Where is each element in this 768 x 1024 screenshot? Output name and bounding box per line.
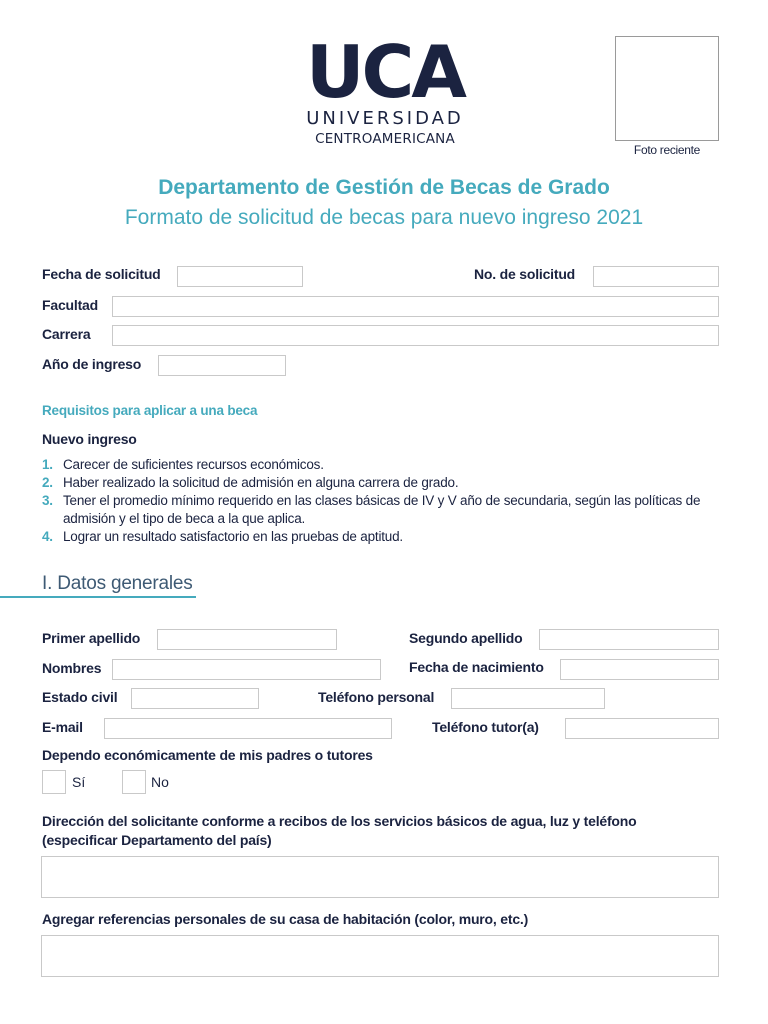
direccion-field[interactable] — [41, 856, 719, 898]
segundo-apellido-field[interactable] — [539, 629, 719, 650]
facultad-field[interactable] — [112, 296, 719, 317]
fecha-nacimiento-field[interactable] — [560, 659, 719, 680]
referencias-field[interactable] — [41, 935, 719, 977]
fecha-solicitud-label: Fecha de solicitud — [42, 266, 161, 282]
direccion-note: (especificar Departamento del país) — [42, 832, 272, 848]
nombres-label: Nombres — [42, 660, 102, 676]
logo-universidad: UNIVERSIDAD — [306, 108, 464, 129]
list-text: Haber realizado la solicitud de admisión en alguna carrera de grado. — [63, 475, 459, 490]
no-checkbox[interactable] — [122, 770, 146, 794]
requisitos-list — [42, 456, 732, 546]
department-title: Departamento de Gestión de Becas de Grado — [158, 176, 610, 199]
anio-ingreso-field[interactable] — [158, 355, 286, 376]
nombres-field[interactable] — [112, 659, 381, 680]
telefono-personal-label: Teléfono personal — [318, 689, 435, 705]
uca-logo: UCA — [305, 30, 465, 114]
email-label: E-mail — [42, 719, 83, 735]
list-number: 4. — [42, 529, 53, 544]
logo-centroamericana: CENTROAMERICANA — [315, 131, 455, 147]
list-text: Lograr un resultado satisfactorio en las pruebas de aptitud. — [63, 529, 403, 544]
telefono-tutor-label: Teléfono tutor(a) — [432, 719, 539, 735]
form-subtitle: Formato de solicitud de becas para nuevo ingreso 2021 — [124, 206, 644, 229]
estado-civil-field[interactable] — [131, 688, 259, 709]
list-number: 2. — [42, 475, 53, 490]
list-number: 3. — [42, 493, 53, 508]
direccion-label: Dirección del solicitante conforme a recibos de los servicios básicos de agua, luz y teléfono — [42, 813, 637, 829]
list-item — [42, 492, 732, 528]
primer-apellido-field[interactable] — [157, 629, 337, 650]
fecha-solicitud-field[interactable] — [177, 266, 303, 287]
fecha-nacimiento-label: Fecha de nacimiento — [409, 659, 544, 675]
list-item — [42, 474, 732, 492]
telefono-tutor-field[interactable] — [565, 718, 719, 739]
facultad-label: Facultad — [42, 297, 98, 313]
photo-box[interactable] — [615, 36, 719, 141]
carrera-field[interactable] — [112, 325, 719, 346]
requisitos-title: Requisitos para aplicar a una beca — [42, 403, 258, 418]
anio-ingreso-label: Año de ingreso — [42, 356, 142, 372]
list-number: 1. — [42, 457, 53, 472]
si-label: Sí — [72, 774, 86, 790]
no-solicitud-label: No. de solicitud — [474, 266, 576, 282]
list-text: Carecer de suficientes recursos económicos. — [63, 457, 324, 472]
carrera-label: Carrera — [42, 326, 91, 342]
estado-civil-label: Estado civil — [42, 689, 118, 705]
photo-label: Foto reciente — [633, 143, 701, 157]
list-item — [42, 456, 732, 474]
no-solicitud-field[interactable] — [593, 266, 719, 287]
section-divider — [0, 596, 196, 598]
no-label: No — [151, 774, 169, 790]
segundo-apellido-label: Segundo apellido — [409, 630, 523, 646]
list-text: Tener el promedio mínimo requerido en las clases básicas de IV y V año de secundaria, según las políticas de admisión y el tipo de beca a la que aplica. — [63, 493, 701, 526]
list-item — [42, 528, 732, 546]
primer-apellido-label: Primer apellido — [42, 630, 141, 646]
nuevo-ingreso-heading: Nuevo ingreso — [42, 431, 137, 447]
section-title: I. Datos generales — [42, 573, 193, 594]
si-checkbox[interactable] — [42, 770, 66, 794]
depende-question: Dependo económicamente de mis padres o tutores — [42, 747, 373, 763]
telefono-personal-field[interactable] — [451, 688, 605, 709]
referencias-label: Agregar referencias personales de su casa de habitación (color, muro, etc.) — [42, 911, 529, 927]
email-field[interactable] — [104, 718, 392, 739]
